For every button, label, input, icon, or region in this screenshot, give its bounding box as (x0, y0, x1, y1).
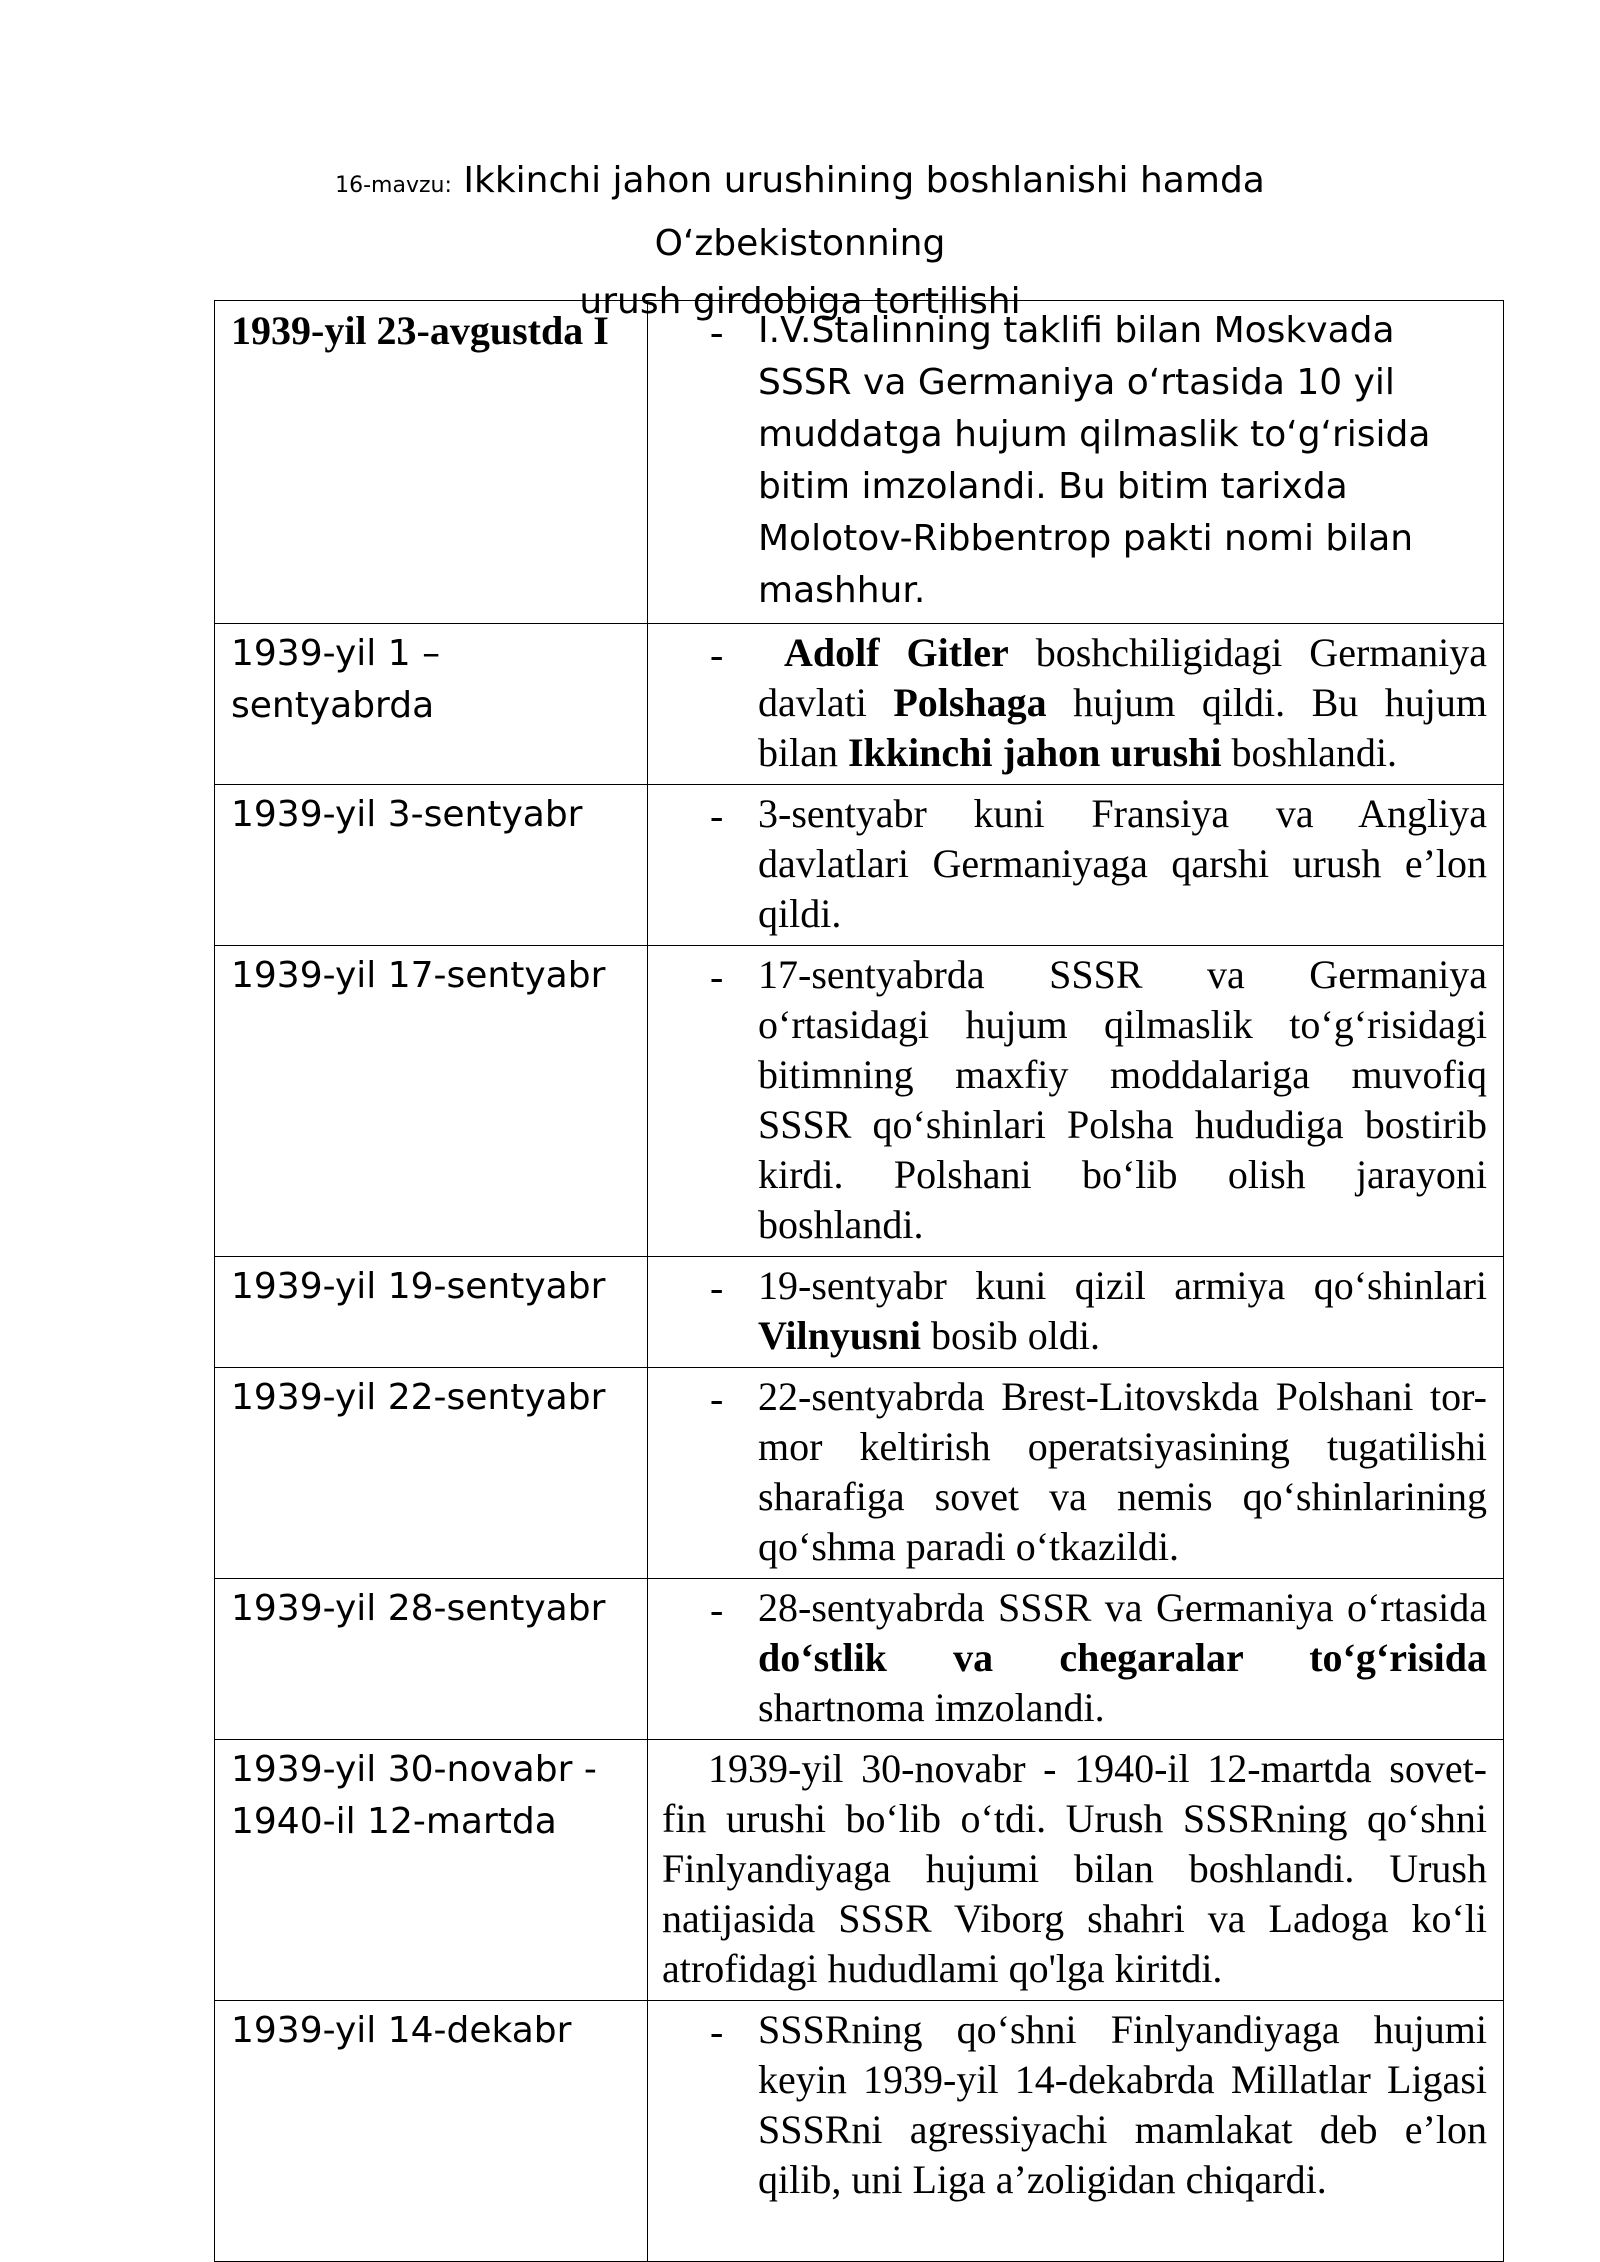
event-text: 1939-yil 30-novabr - 1940-il 12-martda sovet-fin urushi boʻlib oʻtdi. Urush SSSRning qoʻshni Finlyandiyaga hujumi bilan boshlandi. Urush natijasida SSSR Viborg shahri va Ladoga koʻli atrofidagi hududlami qo'lga kiritdi. (662, 1746, 1487, 1991)
event-date: 1939-yil 14-dekabr (215, 2001, 648, 2262)
list-dash: - (710, 954, 724, 999)
event-date: 1939-yil 28-sentyabr (215, 1579, 648, 1740)
list-dash: - (710, 1376, 724, 1421)
table-row (215, 1579, 1504, 1740)
title-line-1 (200, 152, 1400, 273)
event-description (648, 946, 1504, 1257)
event-text (758, 628, 1487, 778)
event-text (758, 1261, 1487, 1361)
topic-number: 16-mavzu: (335, 173, 452, 198)
list-dash: - (710, 632, 724, 677)
event-text: SSSRning qoʻshni Finlyandiyaga hujumi keyin 1939-yil 14-dekabrda Millatlar Ligasi SSSRni agressiyachi mamlakat deb e’lon qilib, uni Liga a’zoligidan chiqardi. (758, 2007, 1487, 2202)
event-description (648, 301, 1504, 624)
table-row (215, 946, 1504, 1257)
event-description (648, 785, 1504, 946)
event-description (648, 1579, 1504, 1740)
table-row (215, 2001, 1504, 2262)
event-text: 22-sentyabrda Brest-Litovskda Polshani tor-mor keltirish operatsiyasining tugatilishi sharafiga sovet va nemis qoʻshinlarining qoʻshma paradi oʻtkazildi. (758, 1374, 1487, 1569)
table-row (215, 785, 1504, 946)
event-description (648, 2001, 1504, 2262)
event-text: 17-sentyabrda SSSR va Germaniya oʻrtasidagi hujum qilmaslik toʻgʻrisidagi bitimning maxfiy moddalariga muvofiq SSSR qoʻshinlari Polsha hududiga bostirib kirdi. Polshani boʻlib olish jarayoni boshlandi. (758, 952, 1487, 1247)
event-date: 1939-yil 23-avgustda I (215, 301, 648, 624)
text-run: shartnoma imzolandi. (758, 1685, 1105, 1730)
event-date: 1939-yil 22-sentyabr (215, 1368, 648, 1579)
text-run: hujum qildi. Bu hujum bilan (758, 680, 1487, 775)
event-text: 3-sentyabr kuni Fransiya va Angliya davlatlari Germaniyaga qarshi urush e’lon qildi. (758, 791, 1487, 936)
event-description (648, 1368, 1504, 1579)
table-row (215, 301, 1504, 624)
list-dash: - (710, 793, 724, 838)
timeline-table (214, 300, 1504, 2262)
emphasis-text: Polshaga (893, 680, 1047, 725)
list-dash: - (710, 309, 724, 354)
list-dash: - (710, 1587, 724, 1632)
event-description (648, 1740, 1504, 2001)
event-description (648, 624, 1504, 785)
list-dash: - (710, 1265, 724, 1310)
text-run: boshlandi. (1221, 730, 1398, 775)
event-text (758, 1583, 1487, 1733)
event-description (648, 1257, 1504, 1368)
table-row (215, 624, 1504, 785)
emphasis-text: doʻstlik va chegaralar toʻgʻrisida (758, 1635, 1487, 1680)
emphasis-text: Vilnyusni (758, 1313, 922, 1358)
table-row (215, 1257, 1504, 1368)
table-row (215, 1740, 1504, 2001)
event-date: 1939-yil 30-novabr - 1940-il 12-martda (215, 1740, 648, 2001)
text-run: boshchiligidagi Germaniya davlati (758, 630, 1488, 725)
title-text-1: Ikkinchi jahon urushining boshlanishi hamda O‘zbekistonning (463, 160, 1265, 264)
text-run: 28-sentyabrda SSSR va Germaniya oʻrtasida (758, 1585, 1487, 1630)
event-date: 1939-yil 3-sentyabr (215, 785, 648, 946)
event-text: I.V.Stalinning taklifi bilan Moskvada SSSR va Germaniya oʻrtasida 10 yil muddatga hujum qilmaslik toʻgʻrisida bitim imzolandi. Bu bitim tarixda Molotov-Ribbentrop pakti nomi bilan mashhur. (758, 310, 1431, 611)
list-dash: - (710, 2009, 724, 2054)
event-date: 1939-yil 17-sentyabr (215, 946, 648, 1257)
event-date: 1939-yil 1 – sentyabrda (215, 624, 648, 785)
emphasis-text: Ikkinchi jahon urushi (847, 730, 1222, 775)
text-run: bosib oldi. (921, 1313, 1100, 1358)
table-row (215, 1368, 1504, 1579)
emphasis-text: Adolf Gitler (784, 630, 1009, 675)
event-date: 1939-yil 19-sentyabr (215, 1257, 648, 1368)
text-run: 19-sentyabr kuni qizil armiya qoʻshinlari (758, 1263, 1487, 1308)
title-line-2: urush girdobiga tortilishi (579, 281, 1021, 322)
